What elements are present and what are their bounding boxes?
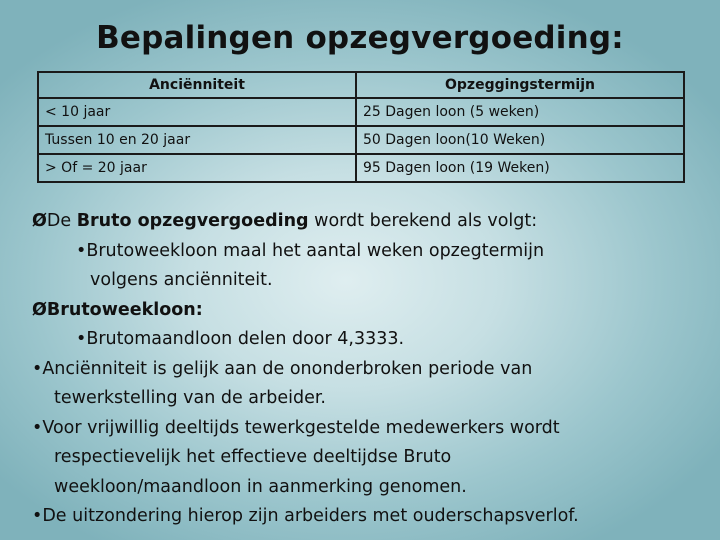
notice-period-table	[37, 71, 685, 183]
table-row	[38, 126, 684, 154]
arrow-bullet-icon: Ø	[32, 299, 47, 320]
cell-notice-period: 25 Dagen loon (5 weken)	[356, 98, 684, 126]
bullet-item: •Anciënniteit is gelijk aan de ononderbroken periode van	[32, 358, 533, 379]
bullet-continuation: respectievelijk het effectieve deeltijdse Bruto	[54, 447, 452, 467]
cell-notice-period: 50 Dagen loon(10 Weken)	[356, 126, 684, 154]
bullet-icon: •	[32, 506, 43, 526]
cell-seniority: > Of = 20 jaar	[38, 154, 356, 182]
bullet-icon: •	[32, 417, 43, 438]
slide-title: Bepalingen opzegvergoeding:	[96, 20, 624, 56]
header-seniority: Anciënniteit	[38, 72, 356, 98]
table-row	[38, 154, 684, 182]
bullet-icon: •	[32, 358, 43, 379]
explanation-text	[32, 207, 702, 532]
arrow-bullet-icon: Ø	[32, 211, 47, 231]
cell-seniority: < 10 jaar	[38, 98, 356, 126]
sub-bullet: •Brutoweekloon maal het aantal weken opzegtermijn	[76, 240, 545, 261]
bullet-continuation: weekloon/maandloon in aanmerking genomen.	[54, 476, 467, 497]
bullet-item: •Voor vrijwillig deeltijds tewerkgestelde medewerkers wordt	[32, 417, 560, 438]
bullet-item: •De uitzondering hierop zijn arbeiders met ouderschapsverlof.	[32, 506, 579, 526]
table-row	[38, 98, 684, 126]
cell-seniority: Tussen 10 en 20 jaar	[38, 126, 356, 154]
table-header-row	[38, 72, 684, 98]
header-notice-period: Opzeggingstermijn	[356, 72, 684, 98]
sub-bullet: •Brutomaandloon delen door 4,3333.	[76, 329, 405, 349]
cell-notice-period: 95 Dagen loon (19 Weken)	[356, 154, 684, 182]
bullet-continuation: tewerkstelling van de arbeider.	[54, 388, 326, 408]
arrow-item-bruto-opzegvergoeding: ØDe Bruto opzegvergoeding wordt berekend als volgt:	[32, 211, 538, 231]
sub-bullet-continuation: volgens anciënniteit.	[90, 270, 273, 290]
arrow-item-brutoweekloon	[32, 296, 702, 326]
term-bruto-opzegvergoeding: Bruto opzegvergoeding	[76, 211, 309, 231]
term-brutoweekloon: Brutoweekloon:	[46, 299, 203, 320]
bullet-icon: •	[76, 240, 87, 261]
bullet-icon: •	[76, 329, 87, 349]
